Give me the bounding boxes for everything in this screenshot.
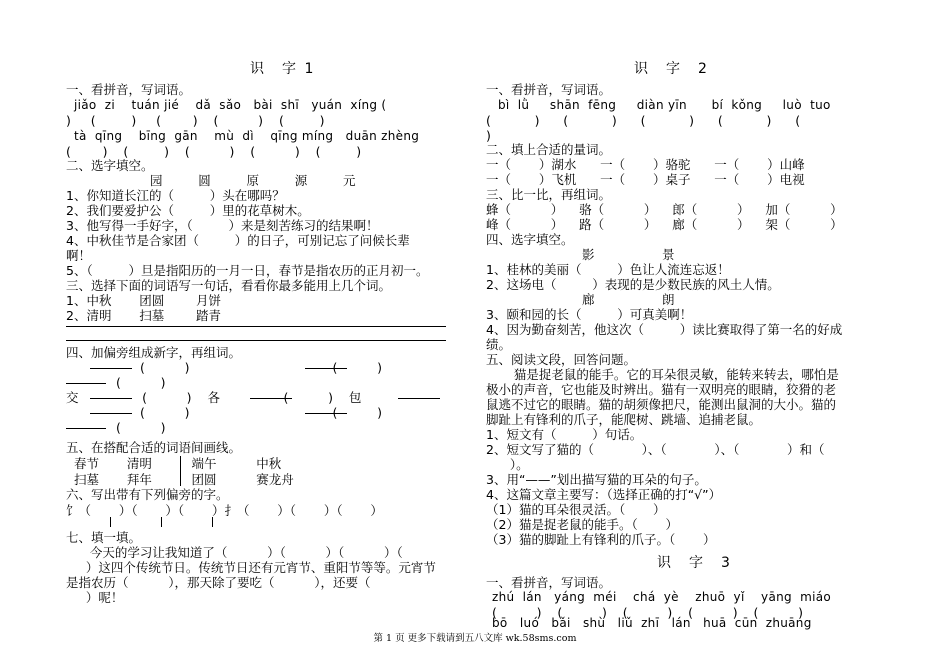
r-s5-passage-2: 极小的声音，它也能及时辨出。猫有一双明亮的眼睛，狡猾的老 (486, 382, 837, 397)
r-s4-q3: 3、颐和园的长（ ）可真美啊！ (486, 307, 693, 322)
l-s4-blank[interactable] (90, 357, 132, 369)
r-s5-q1: 1、短文有（ ）句话。 (486, 427, 643, 442)
l-s1-brackets-row2: ( ) ( ) ( ) ( ) ( ) (66, 144, 362, 159)
r-s3-row1: 蜂（ ） 骆（ ） 郎（ ） 加（ ） (486, 202, 843, 217)
r-s3-row2: 峰（ ） 路（ ） 廊（ ） 架（ ） (486, 217, 843, 232)
r-s5-q2: 2、短文写了猫的（ ）、（ ）、（ ）和（ (486, 442, 825, 457)
l-s4-blank[interactable] (398, 387, 440, 399)
l-s3-answer-line-1[interactable] (66, 326, 446, 327)
r-s4-q2: 2、这场电（ ）表现的是少数民族的风土人情。 (486, 277, 780, 292)
r-s5-passage-4: 脚趾上有锋利的爪子，能爬树、跳墙、追捕老鼠。 (486, 412, 762, 427)
l-s7-line1: 今天的学习让我知道了（ ）（ ）（ ）（ (66, 545, 403, 560)
r-s2-row2: 一（ ）飞机 一（ ）桌子 一（ ）电视 (486, 172, 805, 187)
l-s2-q3: 3、他写得一手好字，（ ）来是刻苦练习的结果啊！ (66, 218, 379, 233)
l-s4-blank[interactable] (90, 402, 132, 414)
r-s5-heading: 五、阅读文段，回答问题。 (486, 352, 637, 367)
l-s4-heading: 四、加偏旁组成新字，再组词。 (66, 345, 242, 360)
l-s4-blank[interactable] (66, 417, 106, 429)
r-s4-q4: 4、因为勤奋刻苦，他这次（ ）读比赛取得了第一名的好成 (486, 322, 843, 337)
l-s2-heading: 二、选字填空。 (66, 158, 154, 173)
l-s3-heading: 三、选择下面的词语写一句话，看看你最多能用上几个词。 (66, 278, 392, 293)
r-s4-options2: 廊 朗 (582, 292, 675, 307)
l-s2-q4: 4、中秋佳节是合家团（ ）的日子，可别记忘了问候长辈 (66, 233, 410, 248)
r-s1-pinyin: bì lǜ shān fēng diàn yīn bí kǒng luò tuo (498, 98, 831, 112)
r-s5-q2-cont: ）。 (486, 457, 529, 472)
l-s6-heading: 六、写出带有下列偏旁的字。 (66, 487, 229, 502)
l-s7-line4: ）呢！ (66, 590, 124, 605)
l-s4-blank[interactable] (66, 372, 106, 384)
l-s1-pinyin-row1: jiǎo zi tuán jié dǎ sǎo bài shī yuán xíng ( (74, 98, 387, 112)
l-s7-line2: ）这四个传统节日。传统节日还有元宵节、重阳节等等。元宵节 (66, 560, 436, 575)
r-s5-option-2: （2）猫是捉老鼠的能手。（ ） (486, 517, 679, 532)
r-s4-options1: 影 景 (582, 247, 675, 262)
l-s6-row: 饣（ ）（ ）（ ）扌（ ）（ ）（ ） (66, 503, 383, 518)
r-s4-q4-cont: 绩。 (486, 337, 512, 352)
r-s5-q3: 3、用“——”划出描写猫的耳朵的句子。 (486, 472, 707, 487)
r-s1-brackets: ( ) ( ) ( ) ( ) ( (486, 113, 801, 128)
l-s2-q1: 1、你知道长江的（ ）头在哪吗？ (66, 188, 285, 203)
r-s4-q1: 1、桂林的美丽（ ）色让人流连忘返！ (486, 262, 730, 277)
r-s5-passage-3: 鼠逃不过它的眼睛。猫的胡须像把尺，能测出鼠洞的大小。猫的 (486, 397, 837, 412)
l-s3-words1: 1、中秋 团圆 月饼 (66, 293, 222, 308)
lesson-3-title: 识 字 3 (657, 555, 732, 571)
l-s6-tick (161, 517, 162, 527)
l-s4-row5: ( ) (116, 420, 166, 435)
l-s3-words2: 2、清明 扫墓 踏青 (66, 308, 222, 323)
page-footer: 第 1 页 更多下载请到五八文库 wk.58sms.com (373, 633, 577, 644)
r-s2-row1: 一（ ）湖水 一（ ）骆驼 一（ ）山峰 (486, 157, 805, 172)
l-s3-answer-line-2[interactable] (66, 340, 446, 341)
l-s7-heading: 七、填一填。 (66, 530, 142, 545)
l-s5-row1: 春节 清明 端午 中秋 (74, 456, 282, 471)
r-s5-passage-1: 猫是捉老鼠的能手。它的耳朵很灵敏，能转来转去，哪怕是 (486, 367, 839, 382)
l-s2-q2: 2、我们要爱护公（ ）里的花草树木。 (66, 203, 310, 218)
l-s4-row2: ( ) (116, 375, 166, 390)
l-s2-q5: 5、（ ）旦是指阳历的一月一日，春节是指农历的正月初一。 (66, 263, 429, 278)
l-s5-divider (180, 456, 181, 486)
r-s1-heading: 一、看拼音，写词语。 (486, 82, 612, 97)
l-s5-heading: 五、在搭配合适的词语间画线。 (66, 440, 242, 455)
l-s5-row2: 扫墓 拜年 团圆 赛龙舟 (74, 472, 294, 487)
r-s4-heading: 四、选字填空。 (486, 232, 574, 247)
l-s6-tick (212, 517, 213, 527)
lesson-1-title: 识 字 1 (250, 61, 316, 77)
r-t3-pinyin-row1: zhú lán yáng méi chá yè zhuō yǐ yāng miáo (492, 590, 832, 604)
l-s1-heading: 一、看拼音，写词语。 (66, 82, 192, 97)
r-t3-heading: 一、看拼音，写词语。 (486, 575, 612, 590)
r-s1-brackets-cont: ) (486, 128, 491, 143)
l-s2-options: 园 圆 原 源 元 (150, 173, 356, 188)
l-s6-tick (110, 517, 111, 527)
l-s4-row4: ( ) ( ) (140, 405, 383, 420)
lesson-2-title: 识 字 2 (634, 61, 709, 77)
l-s1-brackets-row1: ) ( ) ( ) ( ) ( ) (66, 113, 325, 128)
l-s4-row3: 交 ( ) 各 ( ) 包 (66, 390, 362, 405)
r-s5-option-3: （3）猫的脚趾上有锋利的爪子。（ ） (486, 532, 716, 547)
l-s7-line3: 是指农历（ ），那天除了要吃（ ），还要（ (66, 575, 371, 590)
r-t3-pinyin-row2: bō luó bǎi shù liǔ zhī lán huā cūn zhuāng (492, 616, 812, 630)
r-s3-heading: 三、比一比，再组词。 (486, 187, 612, 202)
l-s4-row1: ( ) ( ) (140, 360, 383, 375)
l-s2-q4-cont: 啊！ (66, 248, 92, 263)
r-t3-brackets-row1: ( ) ( ) ( ) ( ) ( ) (492, 605, 804, 620)
r-s5-q4: 4、这篇文章主要写：（选择正确的打“√”） (486, 487, 722, 502)
r-s5-option-1: （1）猫的耳朵很灵活。（ ） (486, 502, 666, 517)
r-s2-heading: 二、填上合适的量词。 (486, 142, 612, 157)
l-s1-pinyin-row2: tà qīng bīng gān mù dì qīng míng duān zhèng (74, 129, 420, 143)
